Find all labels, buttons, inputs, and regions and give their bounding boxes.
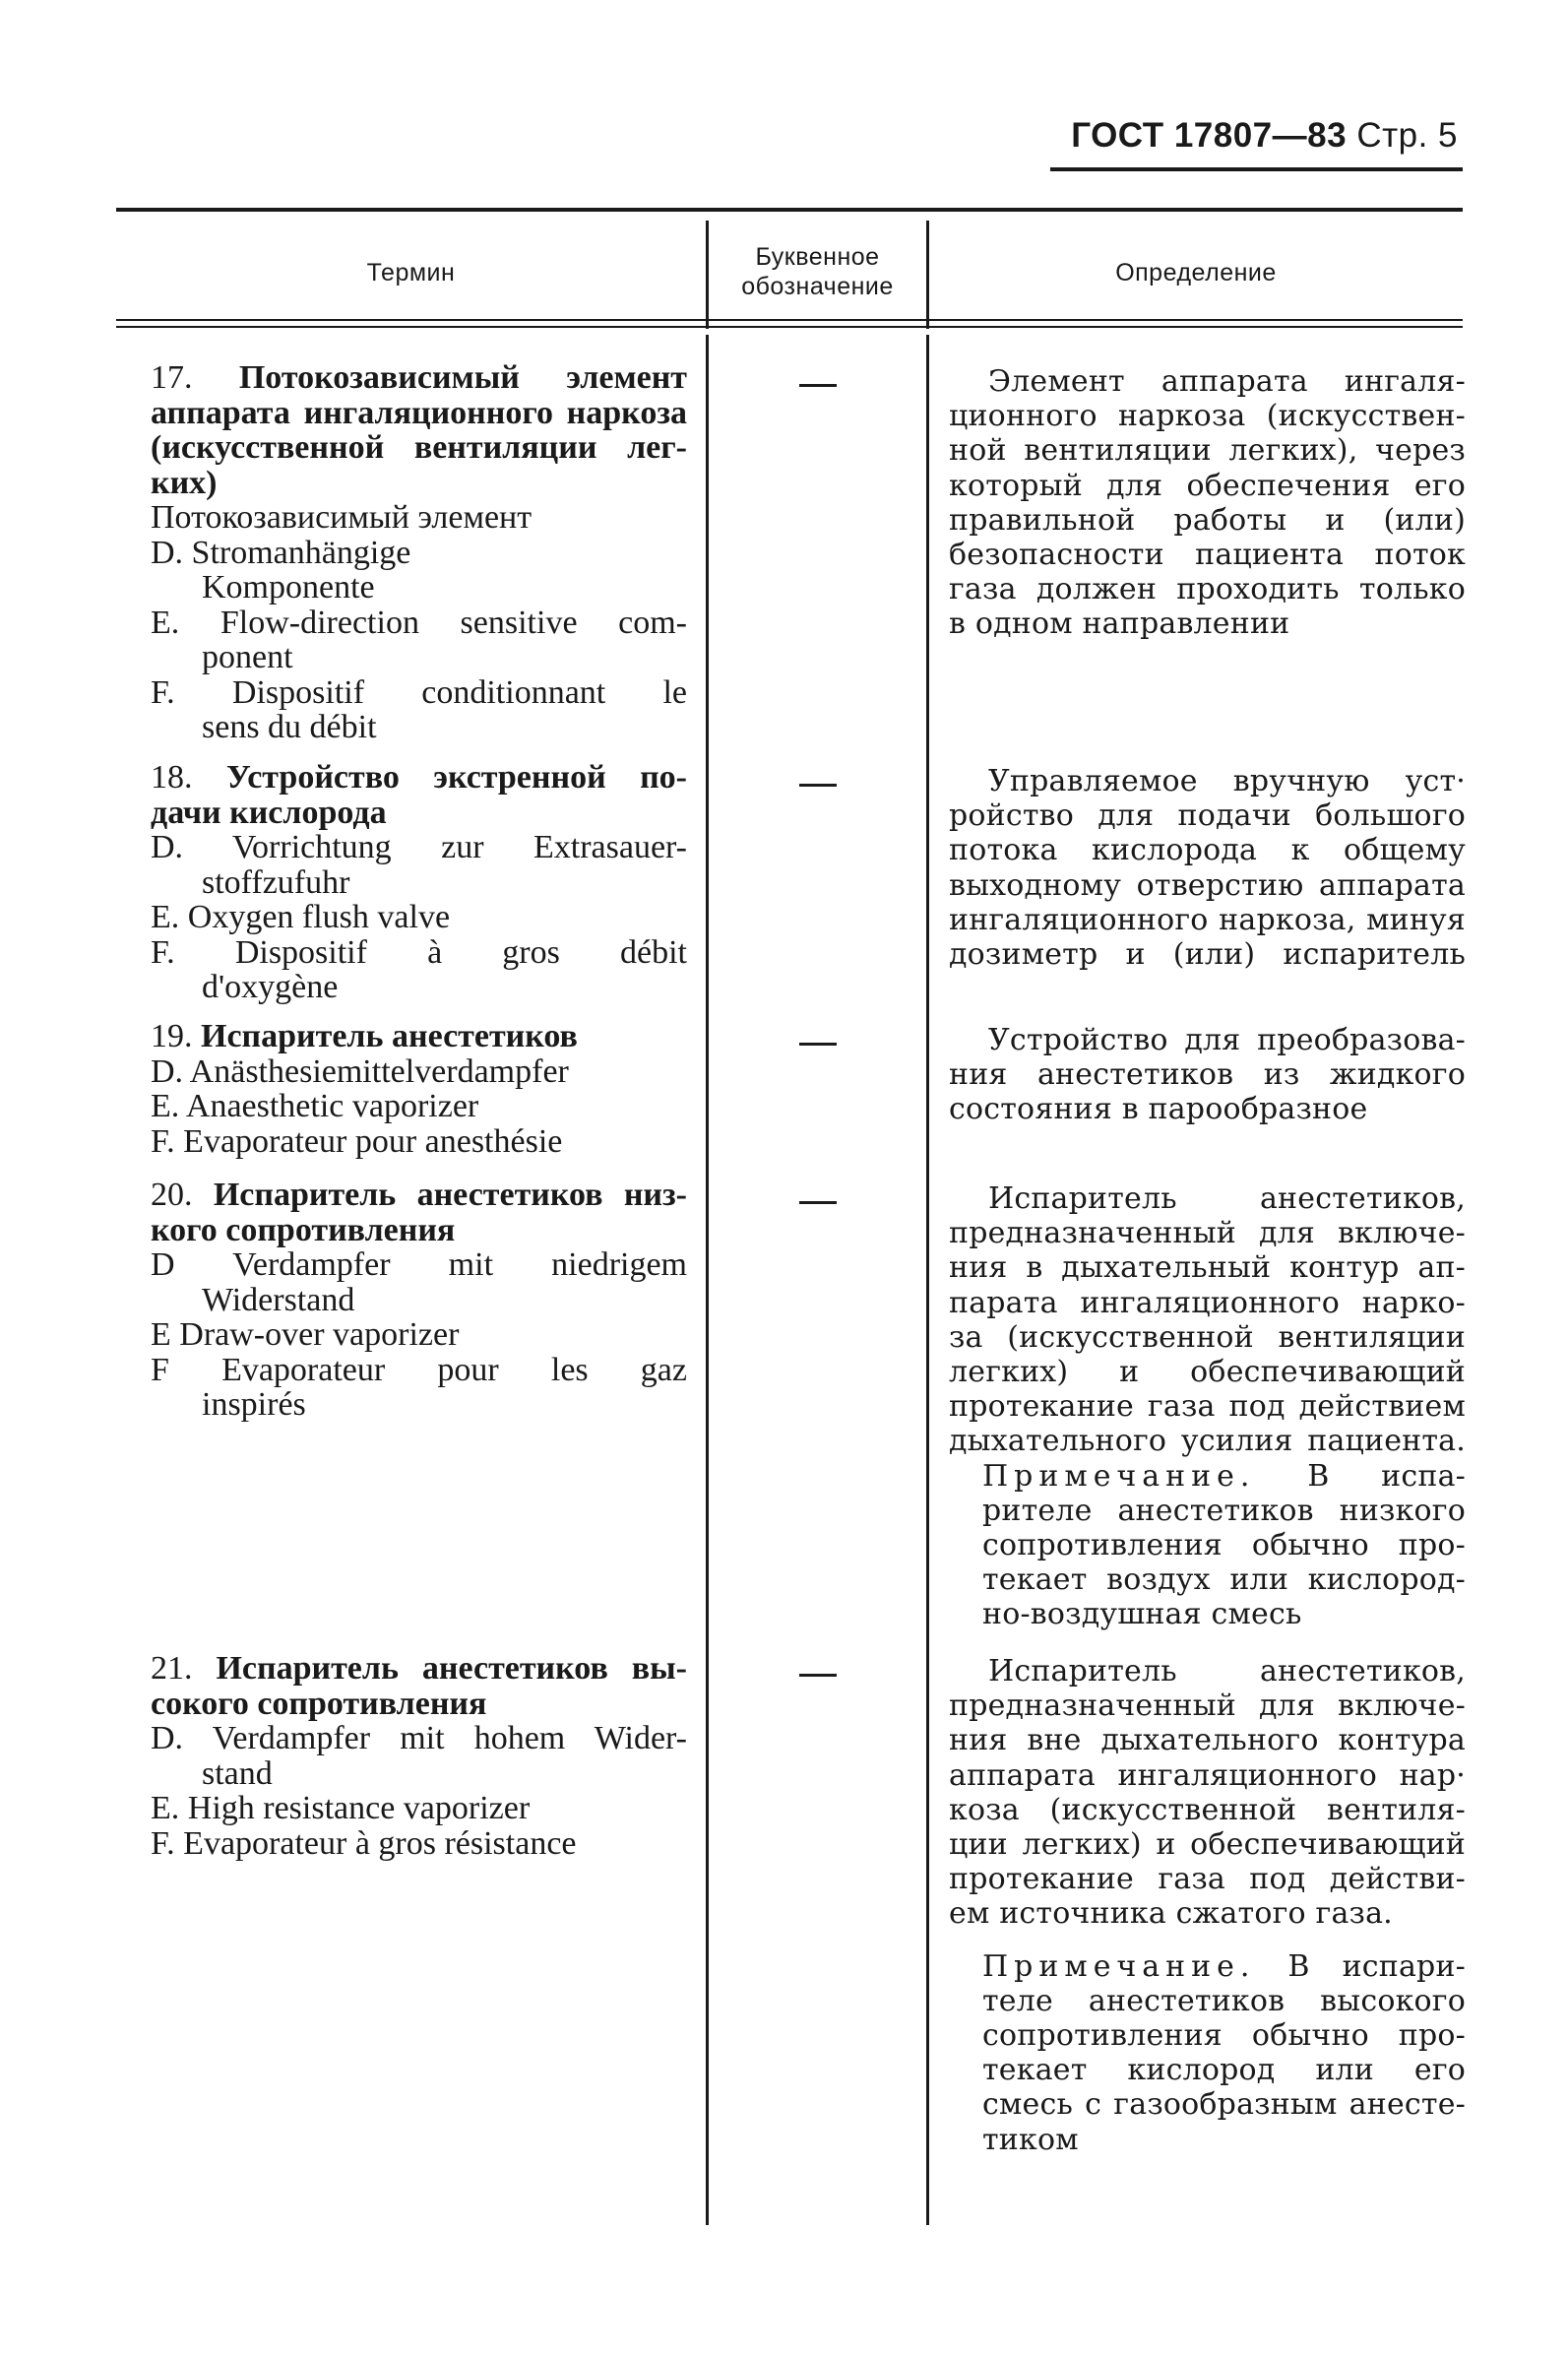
term-entry-19 [151,1019,687,1159]
note-line: текает кислород или его [982,2053,1466,2088]
note-line: В испа- [1307,1458,1466,1494]
term-title-line: Испаритель анестетиков [201,1018,578,1054]
term-title-line: Испаритель анестетиков вы- [216,1650,687,1687]
column-header-letter-line: обозначение [741,273,894,300]
letter-designation-dash [799,384,837,387]
term-fr: F. Evaporateur pour anesthésie [151,1122,563,1160]
term-en: E. High resistance vaporizer [151,1790,531,1826]
definition-line: предназначенный для включе- [949,1216,1466,1251]
definition-line: легких) и обеспечивающий [949,1355,1466,1390]
definition-line: ной вентиляции легких), через [949,433,1466,469]
definition-line: ния вне дыхательного контура [949,1723,1466,1758]
note-line: рителе анестетиков низкого [982,1493,1466,1528]
definition-line: ингаляционного наркоза, минуя [949,902,1466,937]
header-bottom-rule [116,319,1463,321]
term-title-line: сокого сопротивления [151,1685,487,1722]
definition-line: парата ингаляционного нарко- [949,1285,1466,1320]
term-synonym: Потокозависимый элемент [151,499,533,536]
definition-line: дозиметр и (или) испаритель [949,937,1466,973]
definition-line: Элемент аппарата ингаля- [988,364,1466,399]
definition-20 [949,1181,1466,1632]
definition-line: состояния в парообразное [949,1092,1368,1127]
term-heading-line [151,1178,687,1213]
term-title-line: аппарата ингаляционного наркоза [151,394,687,431]
note-line: сопротивления обычно про- [982,1528,1466,1563]
term-de: D. Anästhesiemittelverdampfer [151,1052,569,1090]
note-label: Примечание. [982,1458,1256,1494]
definition-line: ции легких) и обеспечивающий [949,1827,1466,1863]
definition-21 [949,1654,1466,2157]
term-fr-cont: inspirés [202,1386,306,1423]
term-de: D. Verdampfer mit hohem Wider- [151,1720,687,1756]
header-bottom-rule-double [116,326,1463,328]
definition-line: который для обеспечения его [949,468,1466,503]
term-title-line: кого сопротивления [151,1211,456,1248]
letter-designation-dash [799,1674,837,1677]
definition-line: ем источника сжатого газа. [949,1896,1393,1932]
term-heading-line [151,760,687,796]
term-de-cont: stoffzufuhr [202,863,350,901]
term-entry-17 [151,360,687,745]
definition-18 [949,764,1466,972]
letter-designation-dash [799,1201,837,1204]
definition-line: Испаритель анестетиков, [988,1654,1466,1688]
term-fr: F. Dispositif conditionnant le [151,673,687,711]
term-number: 20. [151,1177,193,1213]
column-header-letter-line: Буквенное [755,243,880,271]
term-entry-20 [151,1178,687,1423]
definition-line: безопасности пациента поток [949,538,1466,573]
letter-designation-dash [799,784,837,787]
definition-line: аппарата ингаляционного нар· [949,1757,1466,1793]
term-fr-cont: d'oxygène [202,969,339,1005]
definition-line: правильной работы и (или) [949,502,1466,538]
definition-line: предназначенный для включе- [949,1688,1466,1724]
term-en: E Draw-over vaporizer [151,1316,460,1353]
definition-line: Испаритель анестетиков, [988,1181,1466,1216]
definition-line: дыхательного усилия пациента. [949,1424,1466,1459]
note-line: но-воздушная смесь [982,1597,1302,1632]
definition-line: за (искусственной вентиляции [949,1319,1466,1355]
term-en: E. Oxygen flush valve [151,899,451,935]
definition-note [982,1949,1466,2157]
definition-line: Устройство для преобразова- [988,1023,1466,1057]
note-line: тиком [982,2122,1079,2157]
term-entry-18 [151,760,687,1005]
definition-19 [949,1023,1466,1127]
term-en: E. Anaesthetic vaporizer [151,1088,479,1124]
definition-line: Управляемое вручную уст· [988,764,1466,798]
term-de-cont: Komponente [202,569,375,605]
term-de: D. Vorrichtung zur Extrasauer- [151,829,687,865]
letter-designation-dash [799,1043,837,1046]
term-title-line: Потокозависимый элемент [238,359,687,396]
definition-line: выходному отверстию аппарата [949,867,1466,903]
term-fr: F. Dispositif à gros débit [151,933,687,971]
definition-note [982,1459,1466,1632]
definition-line: ционного наркоза (искусствен- [949,399,1466,434]
term-heading-line [151,1651,687,1687]
definition-line: газа должен проходить только [949,572,1466,607]
term-title-line: дачи кислорода [151,794,387,831]
definition-line: ройство для подачи большого [949,798,1466,834]
definition-line: коза (искусственной вентиля- [949,1792,1466,1827]
term-en-cont: ponent [202,639,293,675]
column-divider [706,335,709,2225]
term-fr: F. Evaporateur à gros résistance [151,1824,577,1862]
standard-number: ГОСТ 17807—83 [1071,116,1348,155]
definition-line: ния в дыхательный контур ап- [949,1250,1466,1286]
term-de-cont: stand [202,1754,273,1792]
term-title-line: (искусственной вентиляции лег- [151,429,687,466]
definition-line: протекание газа под действием [949,1389,1466,1425]
page-number: Стр. 5 [1356,116,1458,155]
note-line: сопротивления обычно про- [982,2018,1466,2054]
term-number: 18. [151,759,193,796]
table-top-rule [116,208,1463,212]
note-line: теле анестетиков высокого [982,1983,1466,2018]
note-first-line [982,1949,1466,1984]
term-heading-line [151,1019,687,1054]
column-header-letter [709,242,926,301]
definition-line: в одном направлении [949,606,1290,642]
definition-line: ния анестетиков из жидкого [949,1057,1466,1093]
note-line: смесь с газообразным анесте- [982,2087,1466,2123]
definition-17 [949,364,1466,642]
term-heading-line [151,360,687,396]
column-header-definition: Определение [1115,259,1277,287]
term-title-line: ких) [151,464,218,501]
column-divider [926,335,929,2225]
definition-line: потока кислорода к общему [949,833,1466,868]
note-line: текает воздух или кислород- [982,1562,1466,1598]
term-title-line: Устройство экстренной по- [225,759,687,796]
term-en: E. Flow-direction sensitive com- [151,604,687,641]
note-first-line [982,1459,1466,1494]
note-label: Примечание. [982,1948,1256,1984]
term-number: 21. [151,1650,193,1687]
term-number: 19. [151,1018,193,1054]
term-de-cont: Widerstand [202,1281,355,1318]
term-title-line: Испаритель анестетиков низ- [213,1177,687,1213]
term-fr: F Evaporateur pour les gaz [151,1351,687,1388]
term-fr-cont: sens du débit [202,709,377,745]
note-line: В испари- [1287,1948,1466,1984]
term-entry-21 [151,1651,687,1861]
column-header-term: Термин [366,259,456,287]
term-de: D Verdampfer mit niedrigem [151,1246,687,1283]
definition-line: протекание газа под действи- [949,1862,1466,1897]
term-number: 17. [151,359,193,396]
term-de: D. Stromanhängige [151,534,411,571]
